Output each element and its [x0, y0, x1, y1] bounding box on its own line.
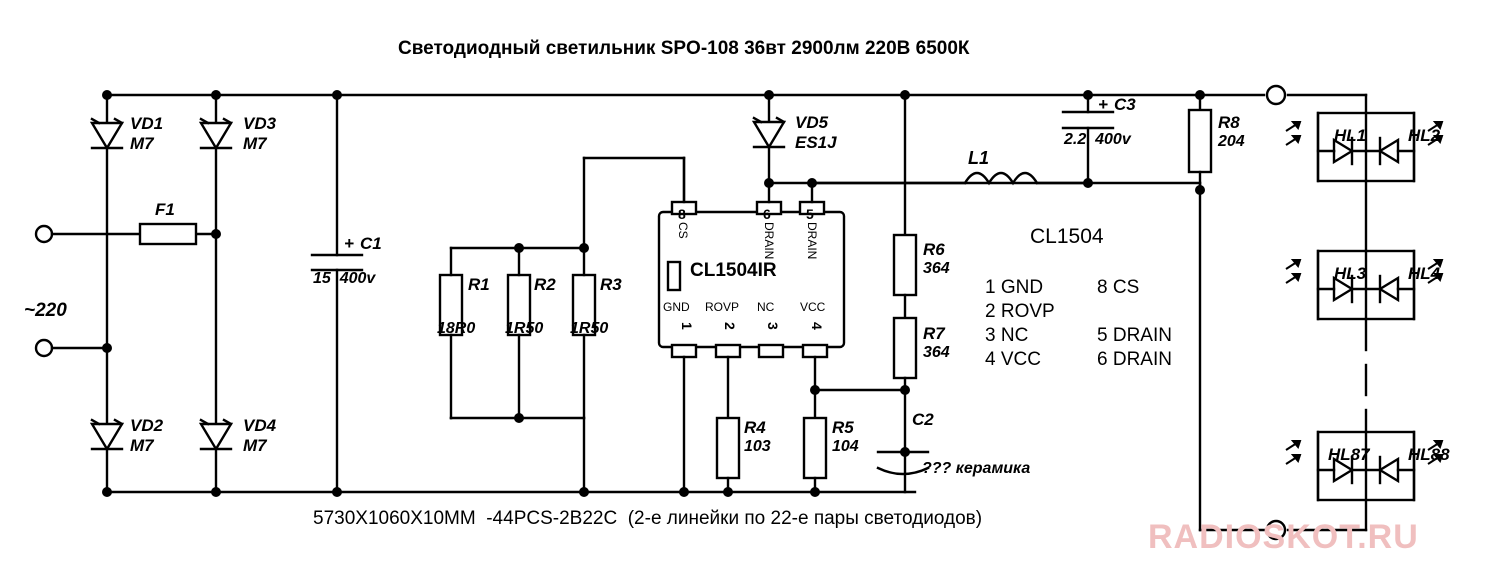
r2-value: 1R50 — [505, 320, 544, 337]
r4-ref: R4 — [744, 418, 766, 437]
vd4-ref: VD4 — [243, 416, 277, 435]
c3-value: 2.2 400v — [1064, 131, 1131, 148]
ic-pin-6-label: DRAIN — [762, 222, 776, 260]
l1-ref: L1 — [968, 148, 990, 168]
ic-legend-5: 5 DRAIN — [1097, 325, 1172, 346]
c2-ref: C2 — [912, 410, 934, 429]
r5-value: 104 — [832, 438, 859, 455]
c1-value: 15 400v — [313, 270, 376, 287]
ic-pin-3-number: 3 — [765, 322, 781, 330]
vd3-type: M7 — [243, 134, 267, 153]
r8-value: 204 — [1218, 133, 1245, 150]
ic-pin-4-label: VCC — [800, 300, 826, 314]
ic-legend-8: 8 CS — [1097, 277, 1140, 298]
vd5-ref: VD5 — [795, 113, 829, 132]
vd3-ref: VD3 — [243, 114, 277, 133]
r4-value: 103 — [744, 438, 771, 455]
page-title: Светодиодный светильник SPO-108 36вт 2900лм 220В 6500К — [398, 38, 970, 59]
fuse-label: F1 — [155, 200, 175, 219]
r1-value: 18R0 — [437, 320, 476, 337]
r6-ref: R6 — [923, 240, 945, 259]
hl88-label: HL88 — [1408, 445, 1450, 464]
c3-plus: + — [1098, 95, 1108, 114]
ic-legend-3: 3 NC — [985, 325, 1029, 346]
ic-pin-2-label: ROVP — [705, 300, 740, 314]
ic-part-number: CL1504IR — [690, 260, 777, 281]
r2-ref: R2 — [534, 275, 556, 294]
vd2-type: M7 — [130, 436, 154, 455]
r3-value: 1R50 — [570, 320, 609, 337]
watermark: RADIOSKOT.RU — [1148, 518, 1419, 556]
r6-value: 364 — [923, 260, 950, 277]
ic-legend-1: 1 GND — [985, 277, 1044, 298]
ic-pin-8-number: 8 — [678, 206, 686, 222]
ic-pin-3-label: NC — [757, 300, 775, 314]
r5-ref: R5 — [832, 418, 854, 437]
ic-legend-2: 2 ROVP — [985, 301, 1055, 322]
c3-ref: C3 — [1114, 95, 1136, 114]
ic-pin-1-label: GND — [663, 300, 690, 314]
hl4-label: HL4 — [1408, 264, 1441, 283]
ic-legend-title: CL1504 — [1030, 225, 1104, 248]
hl3-label: HL3 — [1334, 264, 1367, 283]
vd4-type: M7 — [243, 436, 267, 455]
r7-value: 364 — [923, 344, 950, 361]
ic-legend-4: 4 VCC — [985, 349, 1041, 370]
ic-legend-6: 6 DRAIN — [1097, 349, 1172, 370]
ic-pin-5-number: 5 — [806, 206, 814, 222]
r3-ref: R3 — [600, 275, 622, 294]
vd1-type: M7 — [130, 134, 154, 153]
ic-pin-2-number: 2 — [722, 322, 738, 330]
footer-note: 5730X1060X10MM -44PCS-2B22C (2-е линейки по 22-е пары светодиодов) — [313, 508, 983, 529]
vd2-ref: VD2 — [130, 416, 164, 435]
ic-pin-1-number: 1 — [679, 322, 695, 330]
r1-ref: R1 — [468, 275, 490, 294]
vd5-type: ES1J — [795, 133, 837, 152]
r8-ref: R8 — [1218, 113, 1240, 132]
ic-pin-5-label: DRAIN — [805, 222, 819, 260]
hl87-label: HL87 — [1328, 445, 1370, 464]
hl2-label: HL2 — [1408, 126, 1441, 145]
r7-ref: R7 — [923, 324, 945, 343]
ic-pin-8-label: CS — [676, 222, 690, 239]
ic-pin-4-number: 4 — [809, 322, 825, 330]
input-voltage-label: ~220 — [24, 300, 67, 321]
c2-note: ??? керамика — [922, 460, 1031, 477]
ic-pin-6-number: 6 — [763, 206, 771, 222]
c1-plus: + — [344, 234, 354, 253]
vd1-ref: VD1 — [130, 114, 164, 133]
hl1-label: HL1 — [1334, 126, 1367, 145]
c1-ref: C1 — [360, 234, 382, 253]
